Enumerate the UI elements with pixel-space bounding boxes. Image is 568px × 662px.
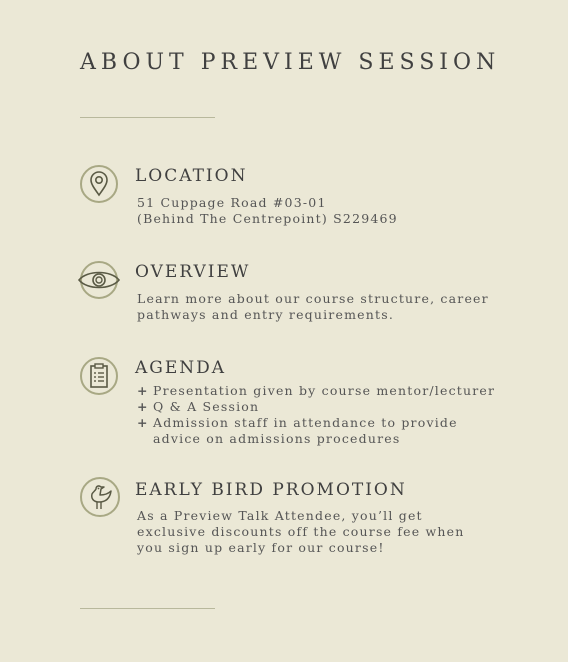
- promo-section: [80, 477, 520, 567]
- bird-icon: [80, 477, 120, 517]
- agenda-section: [80, 357, 520, 457]
- agenda-item: + Presentation given by course mentor/lecturer: [137, 383, 496, 398]
- overview-section: [80, 261, 520, 331]
- clipboard-icon: [80, 357, 118, 395]
- top-divider: [80, 117, 215, 118]
- promo-text-line: exclusive discounts off the course fee when: [137, 524, 465, 539]
- location-address-line: 51 Cuppage Road #03-01: [137, 195, 327, 210]
- overview-text-line: pathways and entry requirements.: [137, 307, 394, 322]
- agenda-item: + Q & A Session: [137, 399, 260, 414]
- promo-title: EARLY BIRD PROMOTION: [135, 480, 407, 500]
- location-title: LOCATION: [135, 166, 248, 186]
- agenda-list: [137, 383, 497, 447]
- location-address-line: (Behind The Centrepoint) S229469: [137, 211, 398, 226]
- agenda-item: + Admission staff in attendance to provide advice on admissions procedures: [137, 415, 458, 446]
- location-section: [80, 165, 520, 235]
- page-title: ABOUT PREVIEW SESSION: [80, 50, 501, 75]
- plus-icon: +: [137, 399, 149, 414]
- overview-title: OVERVIEW: [135, 262, 251, 282]
- promo-text-line: As a Preview Talk Attendee, you’ll get: [137, 508, 423, 523]
- plus-icon: +: [137, 415, 149, 430]
- bottom-divider: [80, 608, 215, 609]
- eye-icon: [80, 261, 118, 299]
- map-pin-icon: [80, 165, 118, 203]
- promo-text-line: you sign up early for our course!: [137, 540, 385, 555]
- agenda-title: AGENDA: [135, 358, 227, 378]
- plus-icon: +: [137, 383, 149, 398]
- overview-text-line: Learn more about our course structure, career: [137, 291, 489, 306]
